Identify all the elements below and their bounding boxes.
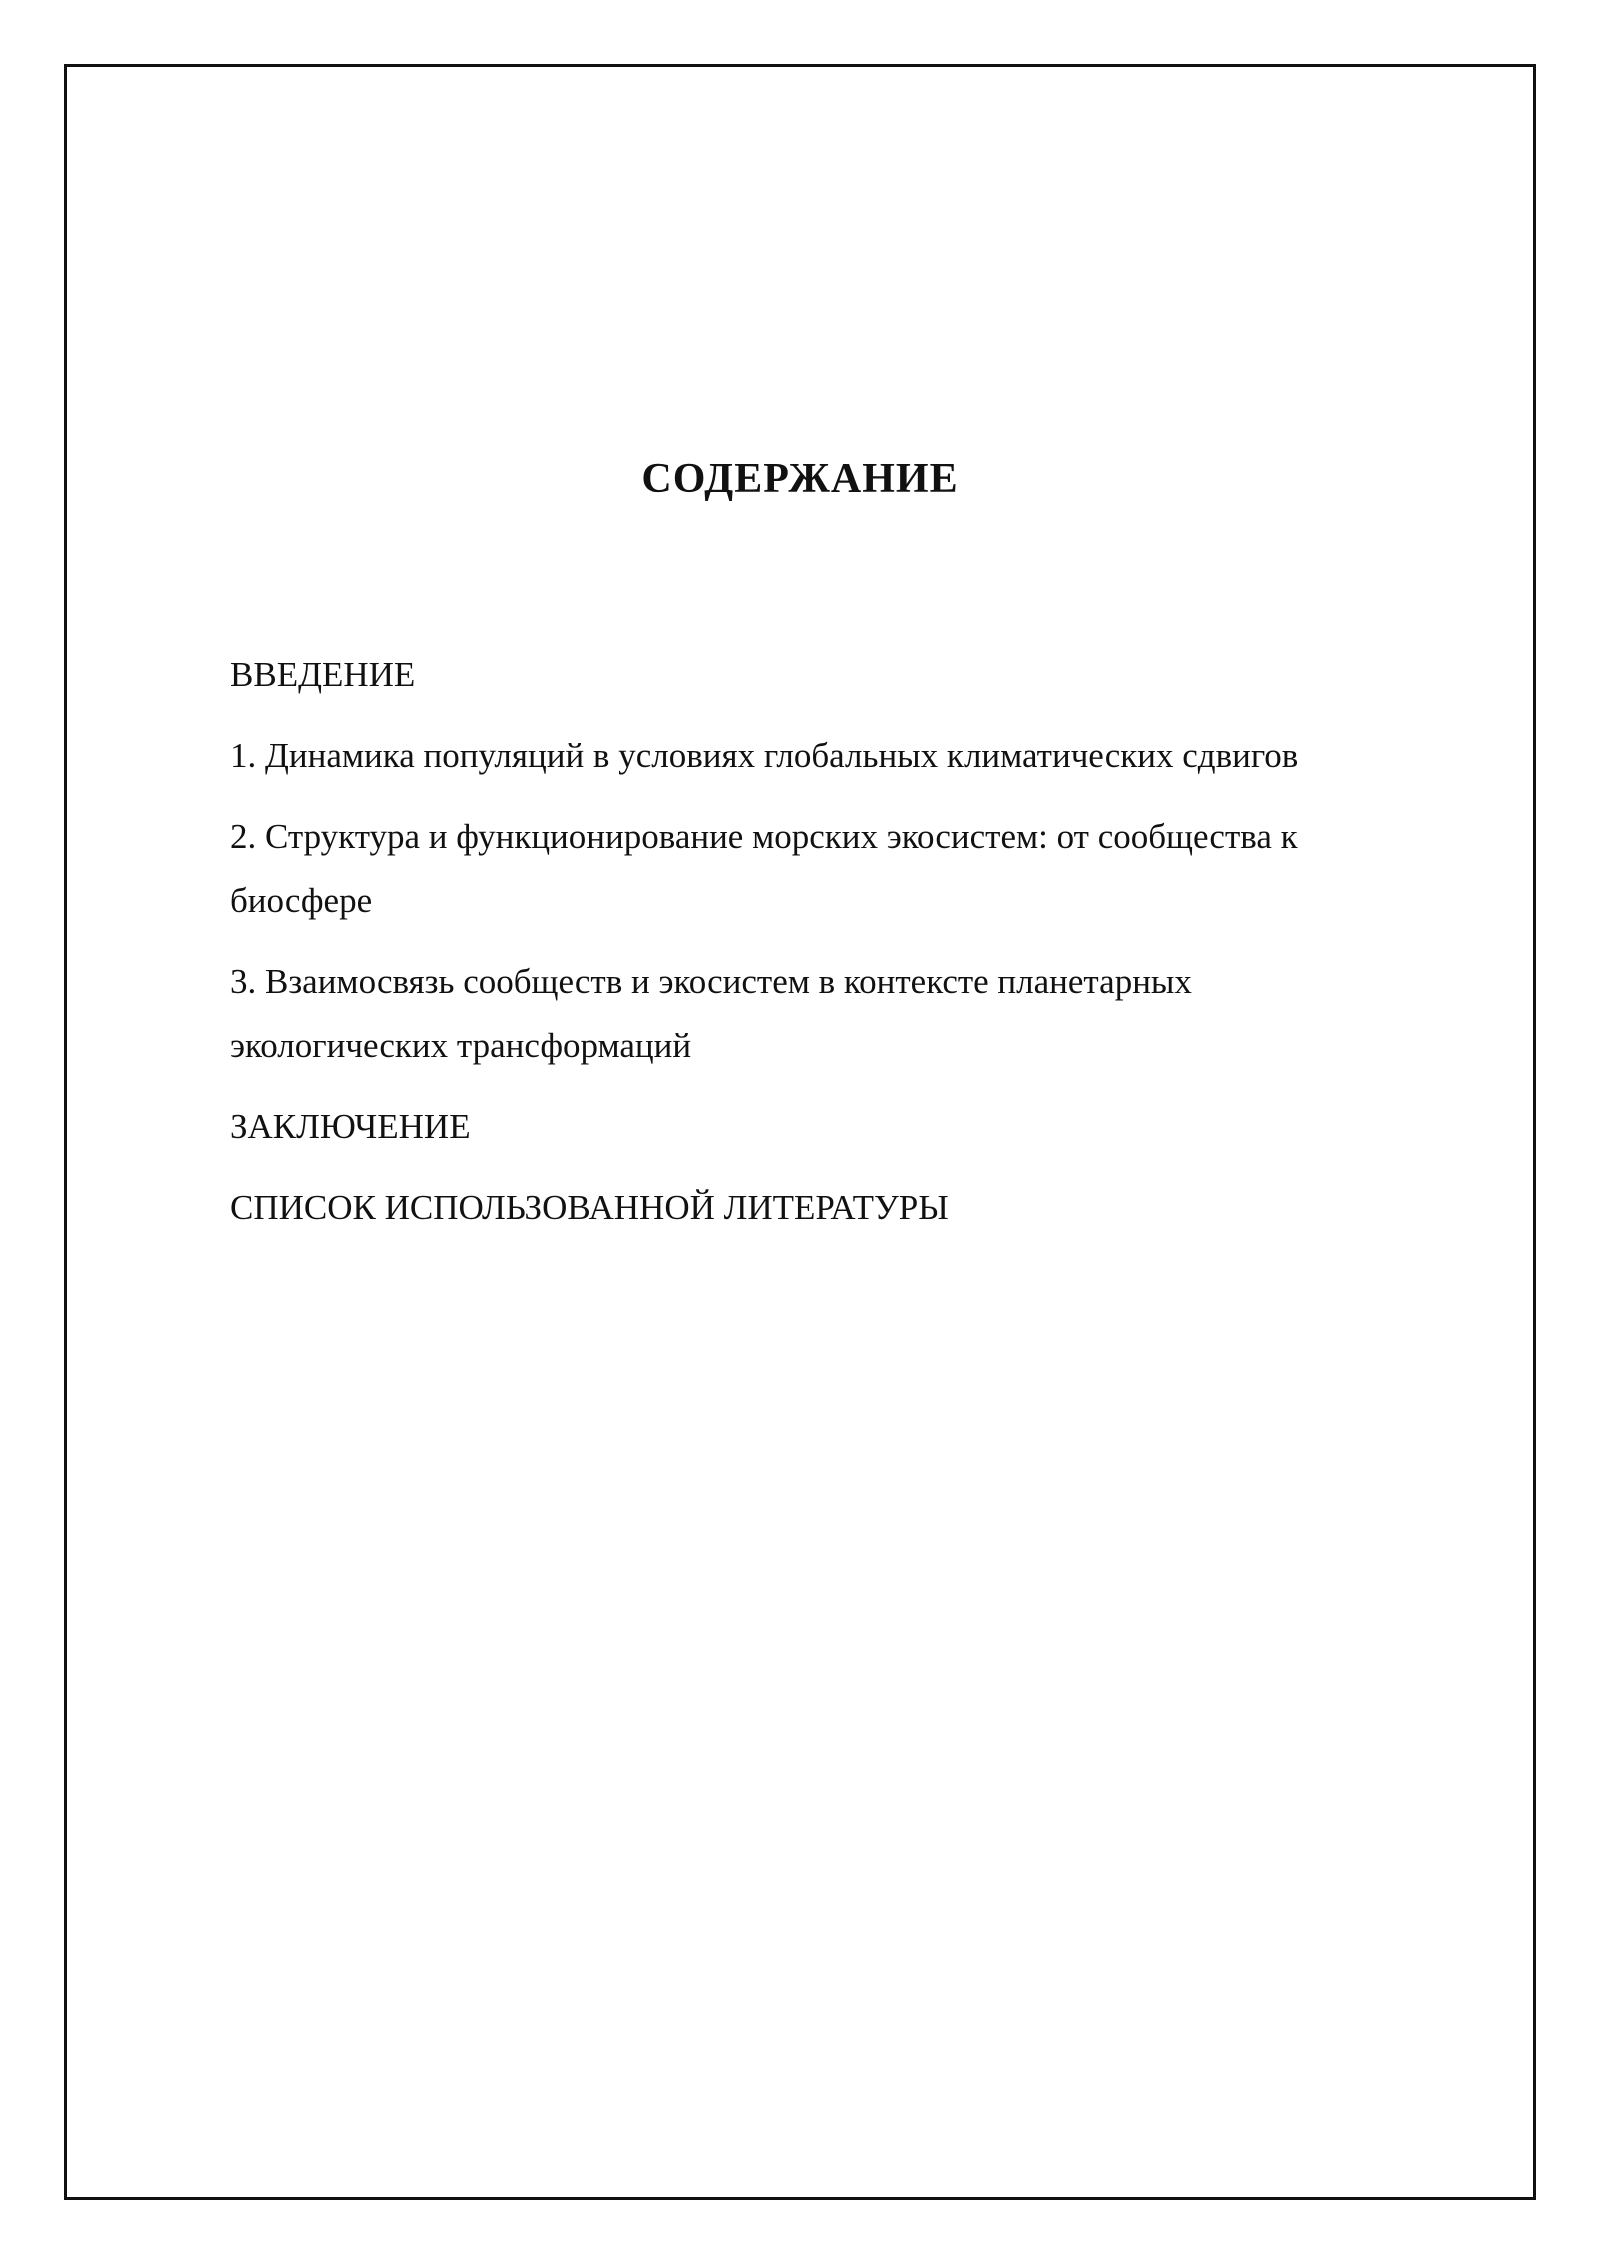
toc-item-bibliography: СПИСОК ИСПОЛЬЗОВАННОЙ ЛИТЕРАТУРЫ	[230, 1188, 949, 1227]
toc-item-introduction: ВВЕДЕНИЕ	[230, 655, 416, 694]
table-of-contents	[230, 643, 1410, 1257]
toc-item-conclusion: ЗАКЛЮЧЕНИЕ	[230, 1107, 471, 1146]
page-title: СОДЕРЖАНИЕ	[641, 456, 959, 502]
toc-item-chapter-1: 1. Динамика популяций в условиях глобальных климатических сдвигов	[230, 736, 1299, 775]
toc-item-chapter-3: 3. Взаимосвязь сообществ и экосистем в контексте планетарных экологических трансформаций	[230, 962, 1192, 1065]
toc-item-chapter-2: 2. Структура и функционирование морских экосистем: от сообщества к биосфере	[230, 817, 1298, 920]
